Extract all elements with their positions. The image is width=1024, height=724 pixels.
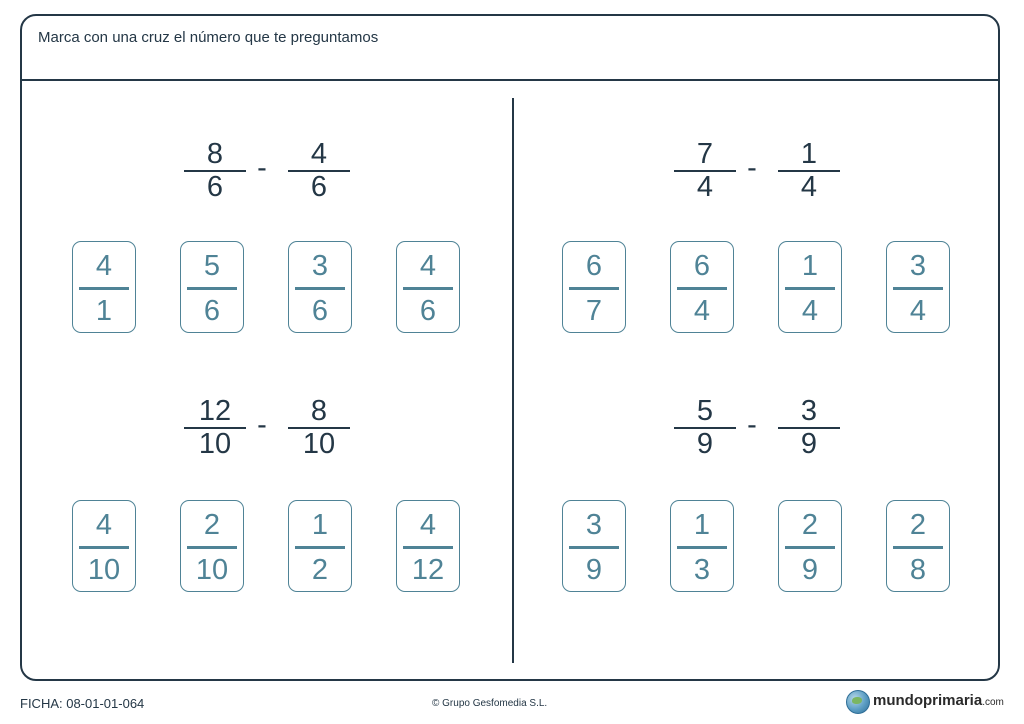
logo-tld: .com bbox=[982, 697, 1004, 708]
numerator: 1 bbox=[800, 138, 818, 170]
numerator: 4 bbox=[95, 509, 113, 541]
denominator: 4 bbox=[801, 295, 819, 327]
numerator: 8 bbox=[310, 395, 328, 427]
denominator: 10 bbox=[87, 554, 121, 586]
answer-option-2-3[interactable] bbox=[778, 241, 842, 333]
fraction-bar bbox=[403, 546, 453, 549]
denominator: 9 bbox=[696, 428, 714, 460]
answer-option-1-2[interactable] bbox=[180, 241, 244, 333]
numerator: 2 bbox=[801, 509, 819, 541]
fraction-bar bbox=[893, 287, 943, 290]
denominator: 9 bbox=[585, 554, 603, 586]
numerator: 1 bbox=[801, 250, 819, 282]
denominator: 8 bbox=[909, 554, 927, 586]
denominator: 6 bbox=[419, 295, 437, 327]
problem-4 bbox=[674, 397, 854, 459]
problem-3-fraction-b bbox=[288, 397, 350, 459]
copyright-text: © Grupo Gesfomedia S.L. bbox=[432, 698, 548, 709]
instruction-text: Marca con una cruz el número que te preguntamos bbox=[38, 29, 379, 46]
minus-sign: - bbox=[257, 409, 267, 441]
denominator: 4 bbox=[693, 295, 711, 327]
fraction-bar bbox=[79, 546, 129, 549]
problem-1 bbox=[184, 140, 364, 202]
denominator: 6 bbox=[310, 171, 328, 203]
problem-2-fraction-a bbox=[674, 140, 736, 202]
denominator: 3 bbox=[693, 554, 711, 586]
problem-4-fraction-b bbox=[778, 397, 840, 459]
answer-option-1-1[interactable] bbox=[72, 241, 136, 333]
numerator: 3 bbox=[585, 509, 603, 541]
denominator: 10 bbox=[302, 428, 336, 460]
answer-option-2-2[interactable] bbox=[670, 241, 734, 333]
fraction-bar bbox=[785, 287, 835, 290]
denominator: 6 bbox=[203, 295, 221, 327]
answer-option-4-2[interactable] bbox=[670, 500, 734, 592]
numerator: 5 bbox=[203, 250, 221, 282]
numerator: 2 bbox=[203, 509, 221, 541]
instruction-header bbox=[22, 16, 998, 81]
denominator: 1 bbox=[95, 295, 113, 327]
numerator: 1 bbox=[311, 509, 329, 541]
denominator: 6 bbox=[311, 295, 329, 327]
numerator: 1 bbox=[693, 509, 711, 541]
denominator: 6 bbox=[206, 171, 224, 203]
ficha-code: FICHA: 08-01-01-064 bbox=[20, 696, 145, 711]
problem-1-fraction-a bbox=[184, 140, 246, 202]
denominator: 4 bbox=[696, 171, 714, 203]
fraction-bar bbox=[677, 287, 727, 290]
problem-1-fraction-b bbox=[288, 140, 350, 202]
answer-option-1-3[interactable] bbox=[288, 241, 352, 333]
denominator: 4 bbox=[800, 171, 818, 203]
worksheet bbox=[20, 14, 1000, 681]
logo-name: mundoprimaria bbox=[873, 692, 983, 709]
numerator: 6 bbox=[693, 250, 711, 282]
denominator: 12 bbox=[411, 554, 445, 586]
denominator: 10 bbox=[198, 428, 232, 460]
answer-option-4-1[interactable] bbox=[562, 500, 626, 592]
denominator: 7 bbox=[585, 295, 603, 327]
denominator: 9 bbox=[800, 428, 818, 460]
numerator: 8 bbox=[206, 138, 224, 170]
numerator: 6 bbox=[585, 250, 603, 282]
fraction-bar bbox=[677, 546, 727, 549]
fraction-bar bbox=[893, 546, 943, 549]
problem-3 bbox=[184, 397, 364, 459]
denominator: 4 bbox=[909, 295, 927, 327]
answer-option-2-4[interactable] bbox=[886, 241, 950, 333]
numerator: 3 bbox=[909, 250, 927, 282]
fraction-bar bbox=[403, 287, 453, 290]
globe-icon bbox=[846, 690, 870, 714]
answer-option-1-4[interactable] bbox=[396, 241, 460, 333]
numerator: 2 bbox=[909, 509, 927, 541]
numerator: 3 bbox=[800, 395, 818, 427]
numerator: 12 bbox=[198, 395, 232, 427]
numerator: 3 bbox=[311, 250, 329, 282]
fraction-bar bbox=[187, 546, 237, 549]
numerator: 7 bbox=[696, 138, 714, 170]
logo-wordmark bbox=[873, 692, 1004, 709]
problem-2 bbox=[674, 140, 854, 202]
fraction-bar bbox=[569, 546, 619, 549]
problem-3-fraction-a bbox=[184, 397, 246, 459]
answer-option-3-2[interactable] bbox=[180, 500, 244, 592]
denominator: 10 bbox=[195, 554, 229, 586]
answer-option-2-1[interactable] bbox=[562, 241, 626, 333]
fraction-bar bbox=[295, 546, 345, 549]
fraction-bar bbox=[569, 287, 619, 290]
numerator: 5 bbox=[696, 395, 714, 427]
problem-2-fraction-b bbox=[778, 140, 840, 202]
minus-sign: - bbox=[747, 409, 757, 441]
fraction-bar bbox=[295, 287, 345, 290]
numerator: 4 bbox=[310, 138, 328, 170]
answer-option-3-1[interactable] bbox=[72, 500, 136, 592]
numerator: 4 bbox=[95, 250, 113, 282]
answer-option-4-3[interactable] bbox=[778, 500, 842, 592]
mundoprimaria-logo[interactable] bbox=[846, 690, 1006, 716]
problem-4-fraction-a bbox=[674, 397, 736, 459]
answer-option-4-4[interactable] bbox=[886, 500, 950, 592]
minus-sign: - bbox=[747, 152, 757, 184]
denominator: 2 bbox=[311, 554, 329, 586]
fraction-bar bbox=[785, 546, 835, 549]
numerator: 4 bbox=[419, 509, 437, 541]
denominator: 9 bbox=[801, 554, 819, 586]
answer-option-3-4[interactable] bbox=[396, 500, 460, 592]
minus-sign: - bbox=[257, 152, 267, 184]
numerator: 4 bbox=[419, 250, 437, 282]
answer-option-3-3[interactable] bbox=[288, 500, 352, 592]
fraction-bar bbox=[79, 287, 129, 290]
center-divider bbox=[512, 98, 514, 663]
fraction-bar bbox=[187, 287, 237, 290]
